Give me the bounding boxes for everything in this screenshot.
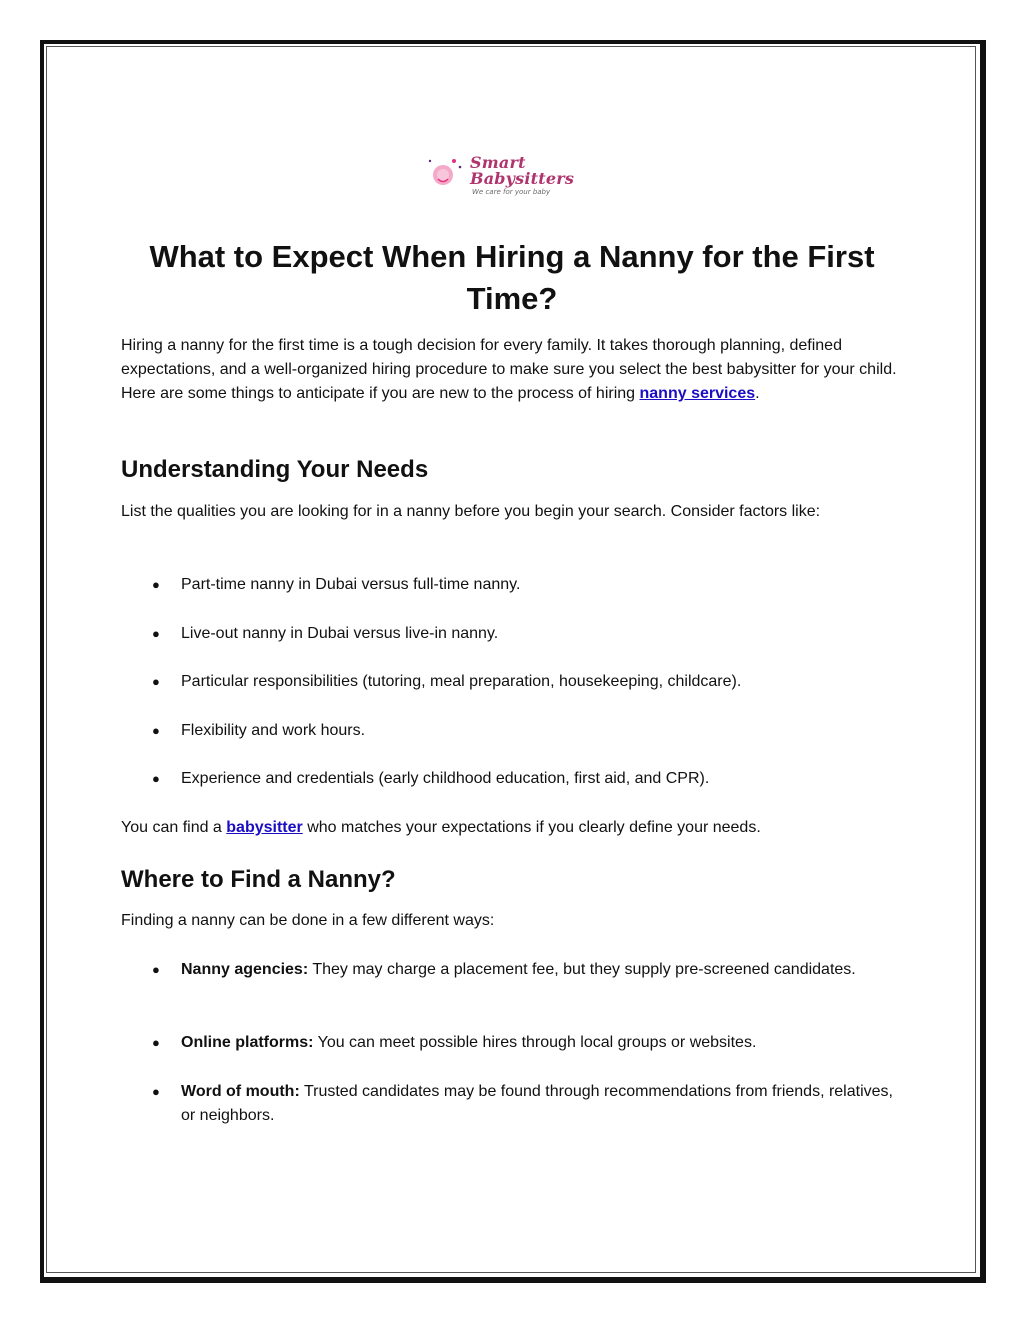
list-item-text: Experience and credentials (early childhood education, first aid, and CPR).: [181, 770, 710, 787]
list-item-label: Online platforms:: [181, 1034, 314, 1051]
bullet-icon: ●: [152, 1035, 160, 1050]
needs-closing: [121, 816, 911, 840]
bullet-icon: ●: [152, 962, 160, 977]
list-item-label: Word of mouth:: [181, 1083, 300, 1100]
list-item: [121, 767, 911, 791]
needs-intro: List the qualities you are looking for in a nanny before you begin your search. Consider factors like:: [121, 503, 821, 520]
section-heading-find: Where to Find a Nanny?: [121, 866, 396, 893]
logo-brand-name: Smart Babysitters: [470, 152, 575, 188]
logo-tagline: We care for your baby: [472, 187, 551, 196]
closing-text: You can find a: [121, 819, 227, 836]
nanny-services-link[interactable]: nanny services: [639, 385, 756, 402]
list-item-label: Nanny agencies:: [181, 961, 309, 978]
bullet-icon: ●: [152, 723, 160, 738]
closing-text-end: who matches your expectations if you clearly define your needs.: [302, 819, 761, 836]
bullet-icon: ●: [152, 674, 160, 689]
list-item: [121, 958, 911, 982]
list-item-desc: They may charge a placement fee, but they supply pre-screened candidates.: [308, 961, 856, 978]
list-item: [121, 719, 911, 743]
list-item-text: [181, 1080, 911, 1128]
list-item-desc: Trusted candidates may be found through recommendations from friends, relatives, or neighbors.: [181, 1083, 893, 1124]
list-item-desc: You can meet possible hires through local groups or websites.: [313, 1034, 757, 1051]
bullet-icon: ●: [152, 626, 160, 641]
list-item: [121, 1031, 911, 1055]
page-title: What to Expect When Hiring a Nanny for the First Time?: [149, 239, 875, 316]
list-item-text: [181, 958, 911, 982]
list-item-text: Part-time nanny in Dubai versus full-time nanny.: [181, 576, 521, 593]
smart-babysitters-logo: [416, 151, 608, 199]
bullet-icon: ●: [152, 771, 160, 786]
baby-moon-icon: [416, 151, 468, 199]
bullet-icon: ●: [152, 1084, 160, 1099]
intro-text-end: .: [755, 385, 760, 402]
intro-text: Hiring a nanny for the first time is a tough decision for every family. It takes thorough planning, defined expectations, and a well-organized hiring procedure to make sure you select the best babysitter for your child. Here are some things to anticipate if you are new to the process of hiring: [121, 337, 897, 402]
list-item-text: Live-out nanny in Dubai versus live-in nanny.: [181, 625, 499, 642]
list-item: [121, 1080, 911, 1128]
intro-paragraph: [121, 334, 911, 406]
babysitter-link[interactable]: babysitter: [226, 819, 303, 836]
list-item-text: Flexibility and work hours.: [181, 722, 366, 739]
section-heading-needs: Understanding Your Needs: [121, 456, 429, 483]
find-intro: Finding a nanny can be done in a few different ways:: [121, 912, 495, 929]
list-item: [121, 573, 911, 597]
list-item-text: Particular responsibilities (tutoring, meal preparation, housekeeping, childcare).: [181, 673, 742, 690]
bullet-icon: ●: [152, 577, 160, 592]
list-item: [121, 622, 911, 646]
list-item: [121, 670, 911, 694]
list-item-text: [181, 1031, 911, 1055]
